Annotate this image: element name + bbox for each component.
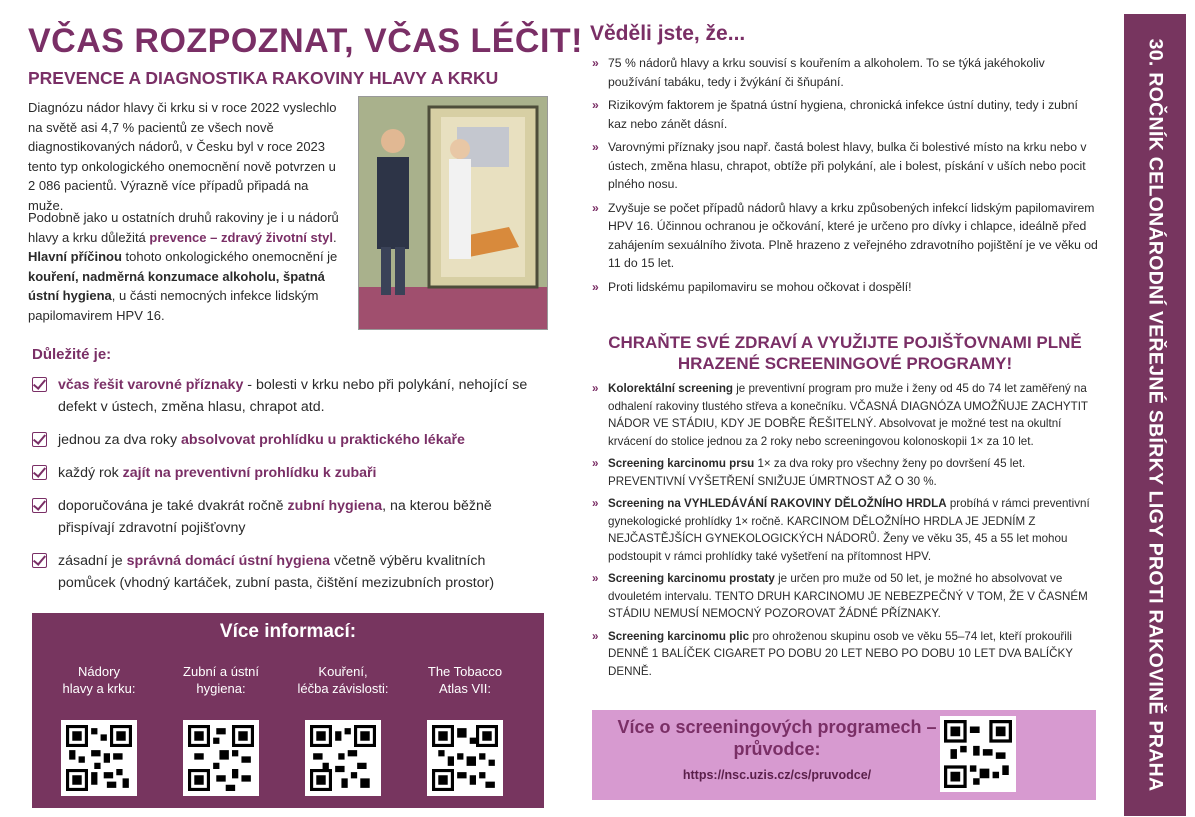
- p2-text-e: tohoto onkologického onemocnění je: [121, 249, 338, 264]
- fact-item: » Varovnými příznaky jsou např. častá bolest hlavy, bulka či bolestivé místo na krku nebo v ústech, změna hlasu, chrapot, obtíže při polykání, ale i bolest, pískání v uších nebo pocit plného nosu.: [590, 138, 1100, 194]
- important-checklist: [32, 374, 542, 605]
- checklist-text: jednou za dva roky: [58, 432, 182, 448]
- qr-item-oral-hygiene[interactable]: [162, 663, 280, 796]
- screening-list: [590, 380, 1100, 685]
- qr-code-icon[interactable]: [183, 720, 259, 796]
- prevention-paragraph: [28, 208, 346, 325]
- checkbox-icon: [32, 432, 47, 447]
- screening-text: 1× za dva roky pro všechny ženy po dovršení 45 let. PREVENTIVNÍ VYŠETŘENÍ SNIŽUJE ÚMRTNOST AŽ O 30 %.: [608, 457, 1026, 488]
- screening-name: Screening karcinomu prostaty: [608, 572, 775, 585]
- fact-item: » Rizikovým faktorem je špatná ústní hygiena, chronická infekce ústní dutiny, tedy i zubní kaz nebo zánět dásní.: [590, 96, 1100, 133]
- qr-label: Nádory hlavy a krku:: [62, 664, 136, 696]
- campaign-sidebar: [1124, 14, 1186, 816]
- dentist-illustration: [358, 96, 548, 330]
- screening-text: probíhá v rámci preventivní gynekologické prohlídky 1× ročně. KARCINOM DĚLOŽNÍHO HRDLA JE JEDNÍM Z NEJČASTĚJŠÍCH GYNEKOLOGICKÝCH NÁDORŮ. Ženy ve věku 35, 45 a 55 let mohou podstoupit v rámci prohlídky také vyšetření na přítomnost HPV.: [608, 497, 1090, 563]
- qr-label: Kouření, léčba závislosti:: [297, 664, 389, 696]
- page-title: VČAS ROZPOZNAT, VČAS LÉČIT!: [28, 22, 583, 60]
- checklist-text: , na kterou běžně přispívají zdravotní pojišťovny: [58, 498, 492, 536]
- p2-highlight-prevention: prevence – zdravý životní styl: [149, 229, 333, 245]
- screening-text: je preventivní program pro muže i ženy od 45 do 74 let zaměřený na odhalení rakoviny tlustého střeva a konečníku. VČASNÁ DIAGNÓZA UMOŽŇUJE ZACHYTIT NÁDOR VE STÁDIU, KDY JE DOBŘE ŘEŠITELNÝ. Absolvovat je možné test na okultní krvácení do stolice jednou za 2 roky nebo screeningovou kolonoskopii 1× za 10 let.: [608, 382, 1088, 448]
- checklist-highlight: správná domácí ústní hygiena: [126, 553, 331, 569]
- did-you-know-heading: Věděli jste, že...: [590, 22, 746, 45]
- guide-title: Více o screeningových programech – průvodce:: [617, 717, 937, 759]
- checklist-text: doporučována je také dvakrát ročně: [58, 498, 288, 514]
- checklist-text: každý rok: [58, 465, 123, 481]
- screening-item: [590, 628, 1100, 681]
- checklist-item: [32, 429, 542, 451]
- qr-code-icon[interactable]: [427, 720, 503, 796]
- fact-item: » Proti lidskému papilomaviru se mohou očkovat i dospělí!: [590, 278, 1100, 297]
- qr-item-smoking[interactable]: [284, 663, 402, 796]
- checklist-text: zásadní je: [58, 553, 127, 569]
- fact-item: » Zvyšuje se počet případů nádorů hlavy a krku způsobených infekcí lidským papilomavirem HPV 16. Účinnou ochranou je očkování, které je určeno pro dívky i chlapce, ideálně před zahájením sexuálního života. Plně hrazeno z veřejného zdravotního pojištění je ve věku od 11 do 15 let.: [590, 199, 1100, 273]
- checklist-item: [32, 495, 542, 539]
- checkbox-icon: [32, 377, 47, 392]
- checklist-highlight: zubní hygiena: [287, 498, 383, 514]
- screening-name: Screening na VYHLEDÁVÁNÍ RAKOVINY DĚLOŽNÍHO HRDLA: [608, 497, 947, 510]
- left-panel: [28, 18, 583, 808]
- p2-text-c: .: [332, 229, 337, 245]
- screening-name: Kolorektální screening: [608, 382, 733, 395]
- screening-name: Screening karcinomu plic: [608, 629, 750, 643]
- checklist-item: [32, 550, 542, 594]
- more-info-box: [32, 613, 544, 808]
- screening-name: Screening karcinomu prsu: [608, 457, 755, 470]
- qr-code-icon[interactable]: [940, 716, 1016, 792]
- checklist-text: - bolesti v krku nebo při polykání, nehojící se defekt v ústech, změna hlasu, chrapot atd.: [58, 377, 528, 415]
- checklist-item: [32, 462, 542, 484]
- screening-guide-box: [592, 710, 1096, 800]
- screening-heading: CHRAŇTE SVÉ ZDRAVÍ A VYUŽIJTE POJIŠŤOVNAMI PLNĚ HRAZENÉ SCREENINGOVÉ PROGRAMY!: [608, 333, 1082, 373]
- screening-item: [590, 570, 1100, 623]
- checklist-highlight: zajít na preventivní prohlídku k zubaři: [122, 465, 377, 481]
- screening-item: [590, 380, 1100, 450]
- qr-code-icon[interactable]: [305, 720, 381, 796]
- checkbox-icon: [32, 465, 47, 480]
- checklist-text: včetně výběru kvalitních pomůcek (vhodný kartáček, zubní pasta, čištění mezizubních prostor): [58, 553, 495, 591]
- intro-paragraph: Diagnózu nádor hlavy či krku si v roce 2022 vyslechlo na světě asi 4,7 % pacientů ze všech nově diagnostikovaných nádorů, v Česku byl v roce 2023 tento typ onkologického onemocnění nově potvrzen u 2 086 pacientů. Výrazně více případů připadá na muže.: [28, 100, 337, 213]
- p2-main-cause: Hlavní příčinou: [28, 249, 122, 264]
- more-info-title: Více informací:: [219, 621, 357, 642]
- qr-item-head-neck[interactable]: [40, 663, 158, 796]
- screening-item: [590, 495, 1100, 565]
- p2-text-g: , u části nemocných infekce lidským papilomavirem HPV 16.: [28, 288, 319, 323]
- qr-code-icon[interactable]: [61, 720, 137, 796]
- checklist-highlight: absolvovat prohlídku u praktického lékaře: [181, 432, 465, 448]
- checkbox-icon: [32, 498, 47, 513]
- checkbox-icon: [32, 553, 47, 568]
- checklist-highlight: včas řešit varovné příznaky: [58, 377, 244, 393]
- right-panel: [590, 20, 1105, 810]
- important-heading: Důležité je:: [32, 346, 112, 363]
- screening-text: pro ohroženou skupinu osob ve věku 55–74 let, kteří prokouřili DENNĚ 1 BALÍČEK CIGARET PO DOBU 20 LET NEBO PO DOBU 10 LET DVA BALÍČKY DENNĚ.: [608, 629, 1073, 678]
- p2-risk-factors: kouření, nadměrná konzumace alkoholu, špatná ústní hygiena: [28, 268, 325, 303]
- qr-item-tobacco-atlas[interactable]: [406, 663, 524, 796]
- qr-label: Zubní a ústní hygiena:: [183, 664, 259, 696]
- qr-label: The Tobacco Atlas VII:: [427, 664, 503, 696]
- page-subtitle: PREVENCE A DIAGNOSTIKA RAKOVINY HLAVY A KRKU: [28, 68, 499, 88]
- facts-list: [590, 54, 1100, 301]
- fact-item: » 75 % nádorů hlavy a krku souvisí s kouřením a alkoholem. To se týká jakéhokoliv používání tabáku, tedy i žvýkání či šňupání.: [590, 54, 1100, 91]
- screening-item: [590, 455, 1100, 490]
- checklist-item: [32, 374, 542, 418]
- campaign-sidebar-text: 30. ROČNÍK CELONÁRODNÍ VEŘEJNÉ SBÍRKY LIGY PROTI RAKOVINĚ PRAHA: [1144, 38, 1167, 792]
- screening-text: je určen pro muže od 50 let, je možné ho absolvovat ve dvouletém intervalu. TENTO DRUH KARCINOMU JE NEBEZPEČNÝ V TOM, ŽE V ČASNÉM STÁDIU NEMUSÍ NEMOCNÝ POZOROVAT ŽÁDNÉ PŘÍZNAKY.: [608, 572, 1088, 620]
- guide-link[interactable]: https://nsc.uzis.cz/cs/pruvodce/: [682, 768, 872, 782]
- p2-text-a: Podobně jako u ostatních druhů rakoviny je i u nádorů hlavy a krku důležitá: [28, 210, 339, 245]
